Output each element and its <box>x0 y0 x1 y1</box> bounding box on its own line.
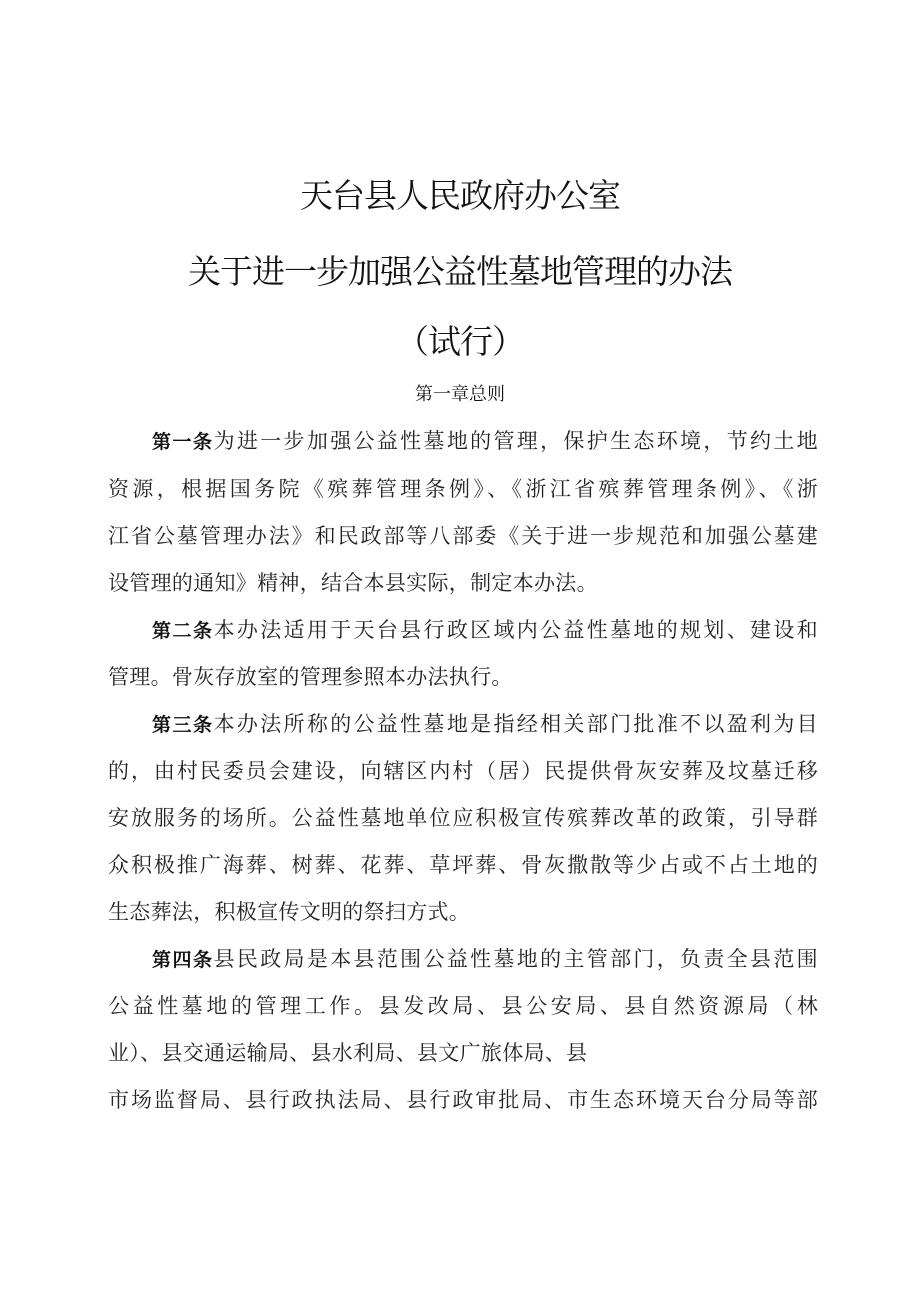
article-1-label: 第一条 <box>152 431 214 453</box>
article-1-line-1 <box>152 423 818 459</box>
article-2-text-1: 本办法适用于天台县行政区域内公益性墓地的规划、建设和 <box>213 618 818 642</box>
title-line-2: 关于进一步加强公益性墓地管理的办法 <box>188 252 732 291</box>
article-3-line-4: 众积极推广海葬、树葬、花葬、草坪葬、骨灰撒散等少占或不占土地的 <box>108 853 818 877</box>
article-3-line-3: 安放服务的场所。公益性墓地单位应积极宣传殡葬改革的政策，引导群 <box>108 806 818 830</box>
article-2-line-2: 管理。骨灰存放室的管理参照本办法执行。 <box>108 665 513 689</box>
title-line-3: （试行） <box>396 322 524 361</box>
article-1-line-3: 江省公墓管理办法》和民政部等八部委《关于进一步规范和加强公墓建 <box>108 524 818 548</box>
article-3-line-2: 的，由村民委员会建设，向辖区内村（居）民提供骨灰安葬及坟墓迁移 <box>108 759 818 783</box>
article-3-text-1: 本办法所称的公益性墓地是指经相关部门批准不以盈利为目 <box>213 712 818 736</box>
article-3-line-1 <box>152 706 818 742</box>
article-1-line-4: 设管理的通知》精神，结合本县实际，制定本办法。 <box>108 571 598 595</box>
article-2-label: 第二条 <box>152 620 214 642</box>
article-4-line-4: 市场监督局、县行政执法局、县行政审批局、市生态环境天台分局等部 <box>108 1088 818 1112</box>
chapter-heading: 第一章总则 <box>415 384 505 405</box>
title-line-1: 天台县人民政府办公室 <box>300 176 620 215</box>
article-3-label: 第三条 <box>152 714 214 736</box>
article-4-label: 第四条 <box>152 949 214 971</box>
article-1-line-2: 资源，根据国务院《殡葬管理条例》、《浙江省殡葬管理条例》、《浙 <box>108 477 818 501</box>
article-2-line-1 <box>152 612 818 648</box>
article-1-text-1: 为进一步加强公益性墓地的管理，保护生态环境，节约土地 <box>213 429 818 453</box>
article-4-line-1 <box>152 941 818 977</box>
article-4-text-1: 县民政局是本县范围公益性墓地的主管部门，负责全县范围 <box>213 947 818 971</box>
article-4-line-2: 公益性墓地的管理工作。县发改局、县公安局、县自然资源局（林 <box>108 994 818 1018</box>
article-4-line-3: 业）、县交通运输局、县水利局、县文广旅体局、县 <box>108 1041 588 1065</box>
article-3-line-5: 生态葬法，积极宣传文明的祭扫方式。 <box>108 900 471 924</box>
